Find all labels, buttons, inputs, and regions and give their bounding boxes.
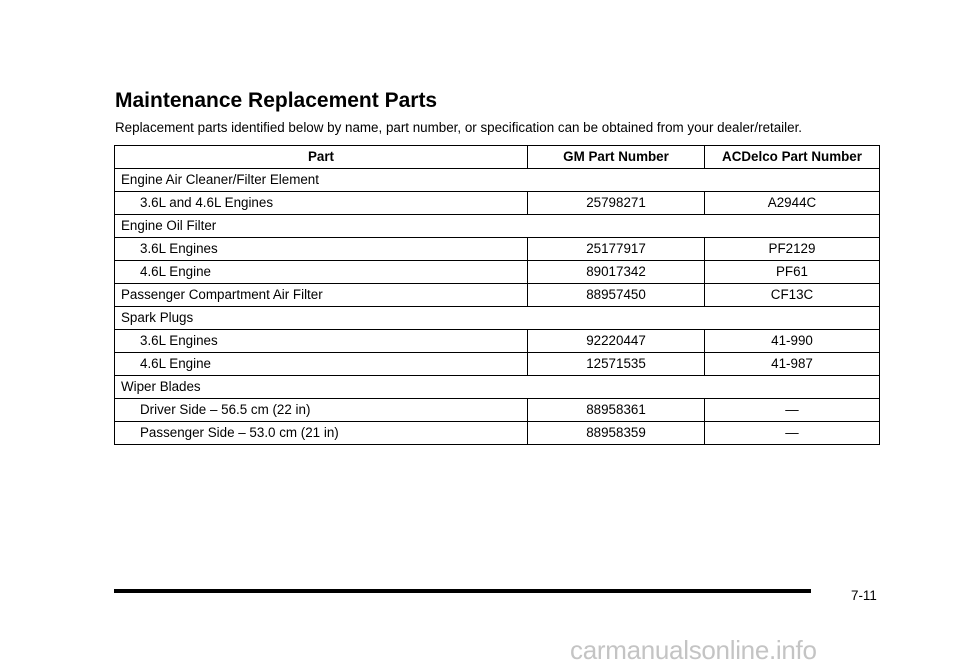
gm-part-number: 89017342 — [528, 261, 705, 284]
watermark-text: carmanualsonline.info — [570, 635, 817, 665]
acdelco-part-number: 41-990 — [705, 330, 880, 353]
part-name: Driver Side – 56.5 cm (22 in) — [115, 399, 528, 422]
part-name: 3.6L Engines — [115, 330, 528, 353]
gm-part-number: 88958359 — [528, 422, 705, 445]
gm-part-number: 25798271 — [528, 192, 705, 215]
part-name: 4.6L Engine — [115, 261, 528, 284]
section-label: Wiper Blades — [115, 376, 880, 399]
acdelco-part-number: — — [705, 399, 880, 422]
table-row — [115, 399, 880, 422]
intro-paragraph: Replacement parts identified below by name, part number, or specification can be obtained from your dealer/retailer. — [115, 120, 803, 135]
part-name: Passenger Compartment Air Filter — [115, 284, 528, 307]
gm-part-number: 25177917 — [528, 238, 705, 261]
section-label: Engine Air Cleaner/Filter Element — [115, 169, 880, 192]
table-row-section — [115, 169, 880, 192]
table-row — [115, 238, 880, 261]
acdelco-part-number: PF2129 — [705, 238, 880, 261]
acdelco-part-number: PF61 — [705, 261, 880, 284]
table-row — [115, 192, 880, 215]
gm-part-number: 92220447 — [528, 330, 705, 353]
gm-part-number: 88957450 — [528, 284, 705, 307]
acdelco-part-number: A2944C — [705, 192, 880, 215]
table-row — [115, 422, 880, 445]
gm-part-number: 12571535 — [528, 353, 705, 376]
table-row-section — [115, 376, 880, 399]
section-label: Engine Oil Filter — [115, 215, 880, 238]
section-label: Spark Plugs — [115, 307, 880, 330]
table-row — [115, 330, 880, 353]
table-header-row — [115, 146, 880, 169]
part-name: Passenger Side – 53.0 cm (21 in) — [115, 422, 528, 445]
part-name: 3.6L and 4.6L Engines — [115, 192, 528, 215]
part-name: 4.6L Engine — [115, 353, 528, 376]
page-title: Maintenance Replacement Parts — [115, 89, 438, 112]
column-header-part: Part — [115, 146, 528, 169]
column-header-gm-part-number: GM Part Number — [528, 146, 705, 169]
table-row — [115, 353, 880, 376]
acdelco-part-number: 41-987 — [705, 353, 880, 376]
parts-table — [114, 145, 880, 445]
table-row — [115, 284, 880, 307]
column-header-acdelco-part-number: ACDelco Part Number — [705, 146, 880, 169]
gm-part-number: 88958361 — [528, 399, 705, 422]
part-name: 3.6L Engines — [115, 238, 528, 261]
table-row-section — [115, 215, 880, 238]
table-row-section — [115, 307, 880, 330]
table-row — [115, 261, 880, 284]
acdelco-part-number: — — [705, 422, 880, 445]
page-number: 7-11 — [851, 588, 877, 603]
footer-rule — [114, 589, 811, 593]
acdelco-part-number: CF13C — [705, 284, 880, 307]
